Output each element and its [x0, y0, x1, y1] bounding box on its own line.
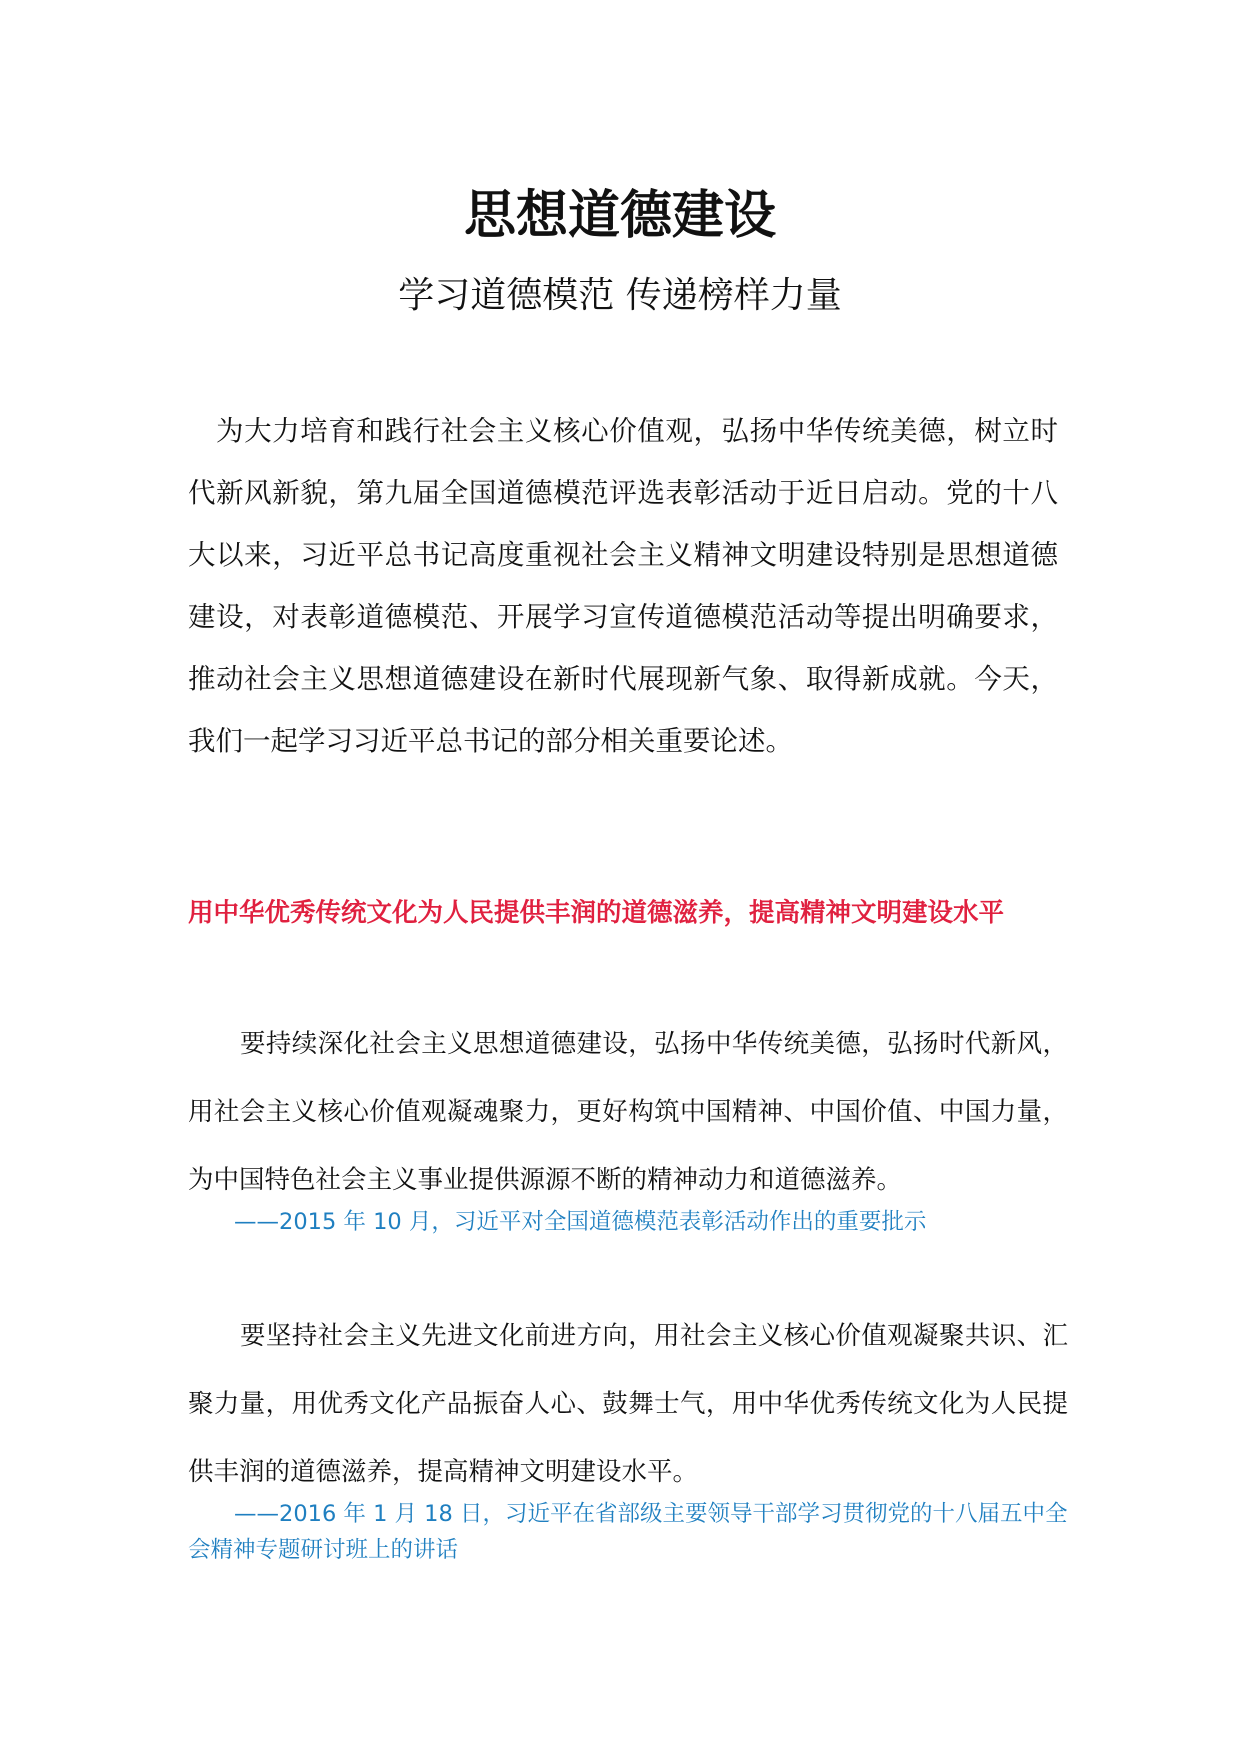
quote-paragraph: 要持续深化社会主义思想道德建设，弘扬中华传统美德，弘扬时代新风，用社会主义核心价值观凝魂聚力，更好构筑中国精神、中国价值、中国力量，为中国特色社会主义事业提供源源不断的精神动力和道德滋养。	[188, 1029, 1068, 1195]
quote-source: ——2015 年 10 月，习近平对全国道德模范表彰活动作出的重要批示	[234, 1209, 927, 1235]
intro-paragraph: 为大力培育和践行社会主义核心价值观，弘扬中华传统美德，树立时代新风新貌，第九届全国道德模范评选表彰活动于近日启动。党的十八大以来，习近平总书记高度重视社会主义精神文明建设特别是思想道德建设，对表彰道德模范、开展学习宣传道德模范活动等提出明确要求，推动社会主义思想道德建设在新时代展现新气象、取得新成就。今天，我们一起学习习近平总书记的部分相关重要论述。	[188, 415, 1058, 757]
quote-paragraph: 要坚持社会主义先进文化前进方向，用社会主义核心价值观凝聚共识、汇聚力量，用优秀文化产品振奋人心、鼓舞士气，用中华优秀传统文化为人民提供丰润的道德滋养，提高精神文明建设水平。	[188, 1321, 1068, 1487]
section-heading: 用中华优秀传统文化为人民提供丰润的道德滋养，提高精神文明建设水平	[188, 898, 1005, 928]
page-subtitle: 学习道德模范 传递榜样力量	[398, 275, 842, 316]
page-title: 思想道德建设	[463, 186, 776, 246]
quote-source: ——2016 年 1 月 18 日，习近平在省部级主要领导干部学习贯彻党的十八届五中全会精神专题研讨班上的讲话	[188, 1501, 1068, 1563]
